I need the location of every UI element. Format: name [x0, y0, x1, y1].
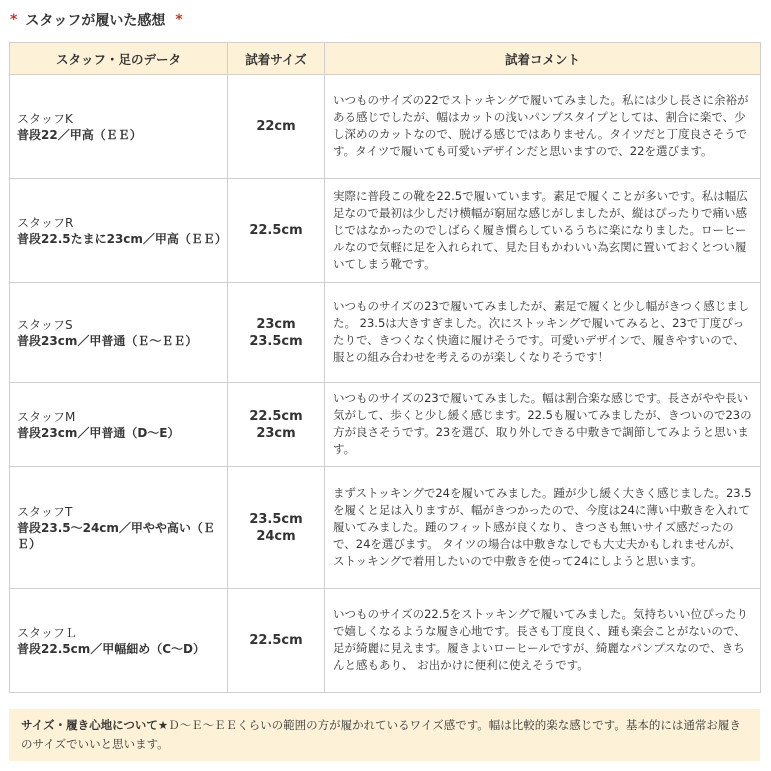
staff-foot-data: 普段23.5～24cm／甲やや高い（ＥＥ） [17, 520, 215, 551]
comment-cell: いつものサイズの23で履いてみました。幅は割合楽な感じです。長さがやや長い気がして、歩くと少し緩く感じます。22.5も履いてみましたが、きついので23の方が良さそうです。23を選び、取り外しできる中敷きで調節してみようと思います。 [325, 383, 761, 467]
staff-name: スタッフK [17, 111, 73, 126]
staff-name: スタッフS [17, 317, 73, 332]
table-row [10, 467, 761, 589]
size-cell [228, 383, 325, 467]
table-row [10, 383, 761, 467]
staff-foot-data: 普段23cm／甲普通（Ｅ～ＥＥ） [17, 333, 198, 348]
staff-cell [10, 75, 228, 179]
trial-size: 23.5cm [249, 333, 303, 349]
header-trial-size: 試着サイズ [228, 43, 325, 75]
table-row [10, 589, 761, 693]
staff-name: スタッフT [17, 504, 73, 519]
size-cell [228, 467, 325, 589]
staff-cell [10, 283, 228, 383]
trial-size: 22.5cm [249, 633, 303, 648]
staff-foot-data: 普段22.5たまに23cm／甲高（ＥＥ） [17, 231, 227, 246]
asterisk-icon: * [175, 12, 183, 28]
staff-foot-data: 普段22.5cm／甲幅細め（C～D） [17, 641, 205, 656]
trial-size: 23cm [256, 316, 296, 332]
table-header-row [10, 43, 761, 75]
table-row [10, 283, 761, 383]
staff-cell [10, 383, 228, 467]
size-cell [228, 75, 325, 179]
staff-name: スタッフＬ [17, 625, 78, 640]
size-cell [228, 283, 325, 383]
staff-cell [10, 589, 228, 693]
note-title: サイズ・履き心地について [21, 718, 158, 732]
trial-size: 23.5cm [249, 511, 303, 527]
trial-size: 22cm [256, 119, 296, 134]
staff-cell [10, 467, 228, 589]
size-fit-note [9, 709, 760, 761]
comment-cell: いつものサイズの23で履いてみましたが、素足で履くと少し幅がきつく感じました。 23.5は大きすぎました。次にストッキングで履いてみると、23で丁度ぴったりで、きつくなく快適に履けそうです。可愛いデザインで、履きやすいので、服との組み合わせを考えるのが楽しくなりそうです！ [325, 283, 761, 383]
trial-size: 22.5cm [249, 223, 303, 238]
staff-foot-data: 普段23cm／甲普通（D～E） [17, 425, 180, 440]
staff-review-table [9, 42, 761, 693]
staff-foot-data: 普段22／甲高（ＥＥ） [17, 127, 142, 142]
trial-size: 24cm [256, 528, 296, 544]
section-title: スタッフが履いた感想 [25, 13, 166, 29]
trial-size: 23cm [256, 425, 296, 441]
size-cell [228, 179, 325, 283]
table-row [10, 75, 761, 179]
header-staff-data: スタッフ・足のデータ [10, 43, 228, 75]
asterisk-icon: * [10, 12, 18, 28]
comment-cell: まずストッキングで24を履いてみました。踵が少し緩く大きく感じました。23.5を履くと足は入りますが、幅がきつかったので、今度は24に薄い中敷きを入れて履いてみました。踵のフィット感が良くなり、きつさも無いサイズ感だったので、24を選びます。 タイツの場合は中敷きなしでも大丈夫かもしれませんが、ストッキングで着用したいので中敷きを使って24にしようと思います。 [325, 467, 761, 589]
table-row [10, 179, 761, 283]
staff-name: スタッフM [17, 409, 76, 424]
trial-size: 22.5cm [249, 408, 303, 424]
staff-cell [10, 179, 228, 283]
note-text: ★Ｄ～Ｅ～ＥＥくらいの範囲の方が履かれているワイズ感です。幅は比較的楽な感じです。基本的には通常お履きのサイズでいいと思います。 [21, 718, 741, 751]
size-cell [228, 589, 325, 693]
comment-cell: いつものサイズの22.5をストッキングで履いてみました。気持ちいい位ぴったりで嬉しくなるような履き心地です。長さも丁度良く、踵も楽会ことがないので、足が綺麗に見えます。履きよいローヒールですが、綺麗なパンプスなので、きちんと感もあり、 お出かけに便利に使えそうです。 [325, 589, 761, 693]
section-heading [10, 9, 183, 31]
comment-cell: いつものサイズの22でストッキングで履いてみました。私には少し長さに余裕がある感じでしたが、幅はカットの浅いパンプスタイプとしては、割合に楽で、少し深めのカットなので、脱げる感じではありません。タイツだと丁度良さそうです。タイツで履いても可愛いデザインだと思いますので、22を選びます。 [325, 75, 761, 179]
header-trial-comment: 試着コメント [325, 43, 761, 75]
comment-cell: 実際に普段この靴を22.5で履いています。素足で履くことが多いです。私は幅広足なので最初は少しだけ横幅が窮屈な感じがしましたが、縦はぴったりで痛い感じではなかったのでしばらく履き慣らしているうちに楽になりました。ローヒールなので気軽に足を入れられて、見た目もかわいい為玄関に置いておくとつい履いてしまう靴です。 [325, 179, 761, 283]
staff-name: スタッフR [17, 215, 74, 230]
